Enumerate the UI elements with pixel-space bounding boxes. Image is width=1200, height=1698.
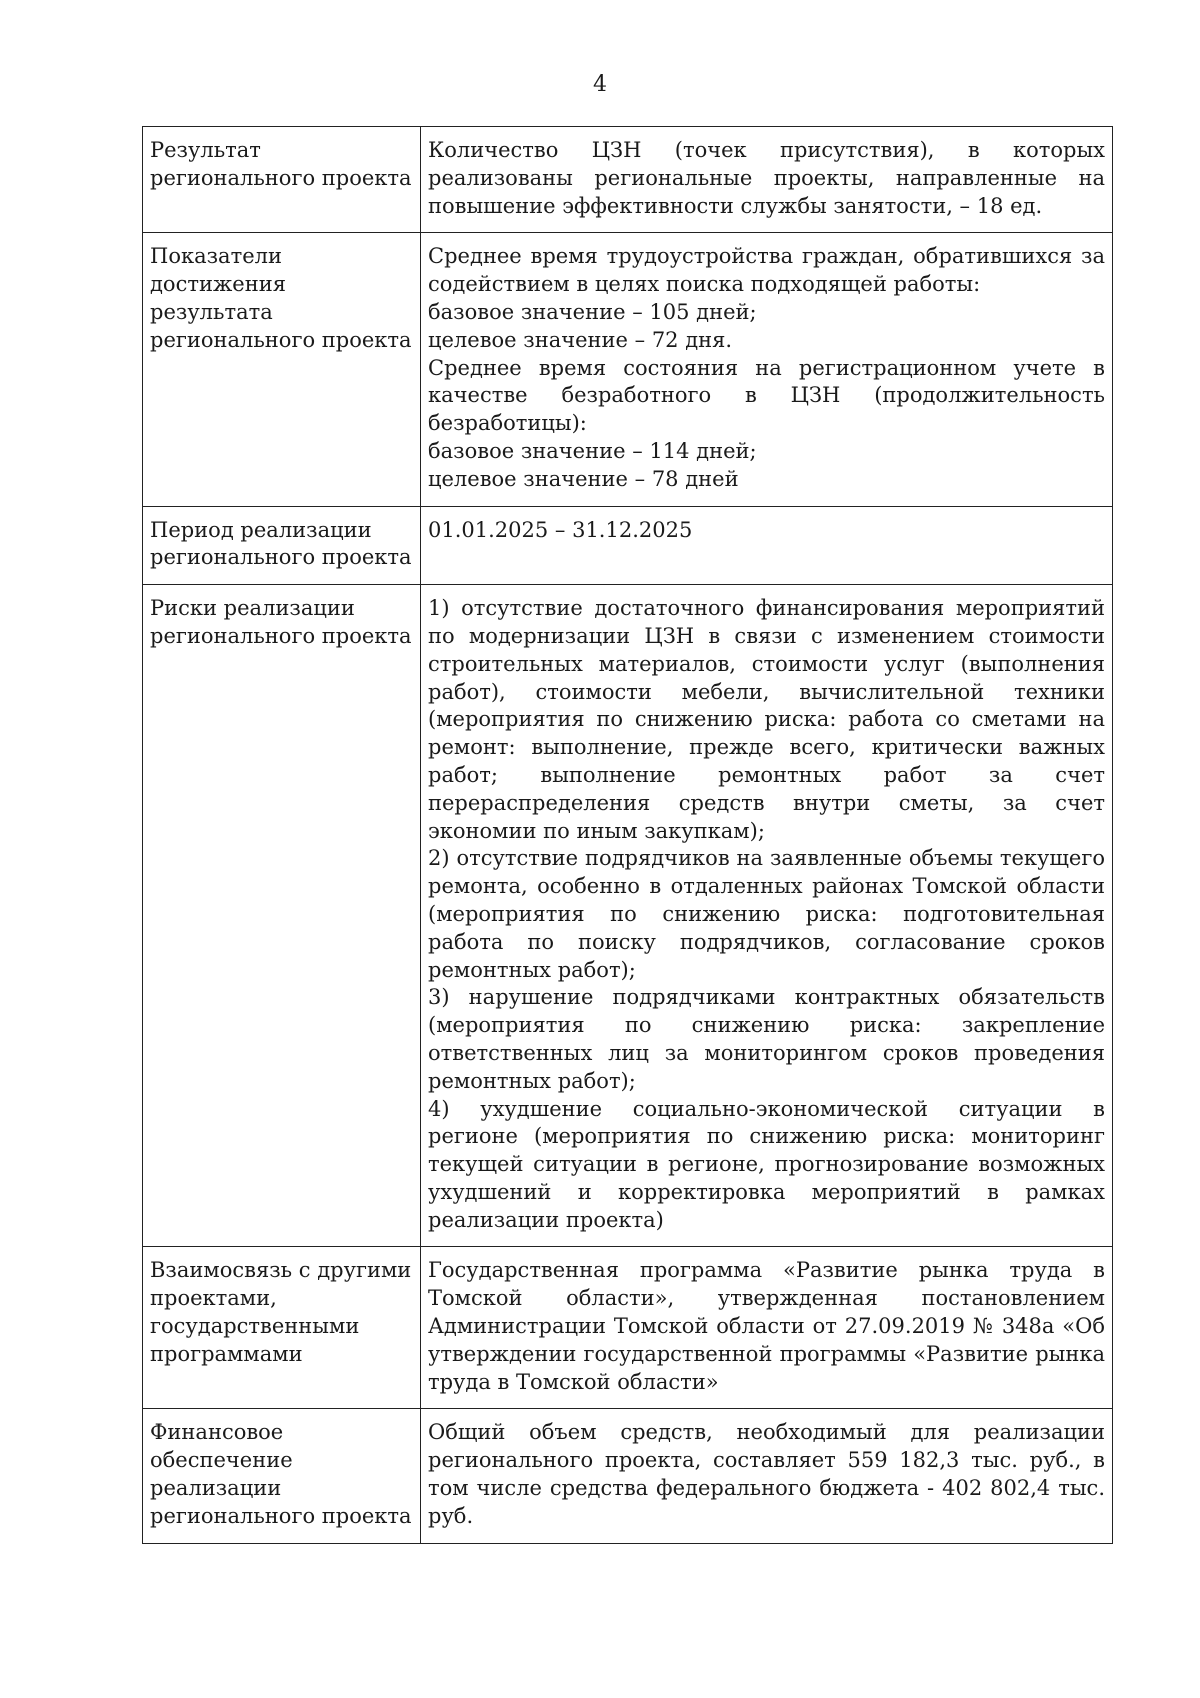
row-label: Финансовое обеспечение реализации регионального проекта <box>143 1409 421 1543</box>
row-label: Период реализации регионального проекта <box>143 506 421 585</box>
content-line: 2) отсутствие подрядчиков на заявленные объемы текущего ремонта, особенно в отдаленных районах Томской области (мероприятия по снижению риска: подготовительная работа по поиску подрядчиков, согласование сроков ремонтных работ); <box>428 846 1105 982</box>
row-label: Показатели достижения результата регионального проекта <box>143 233 421 506</box>
row-label: Взаимосвязь с другими проектами, государственными программами <box>143 1247 421 1409</box>
content-line: целевое значение – 72 дня. <box>428 327 733 352</box>
content-line: Государственная программа «Развитие рынка труда в Томской области», утвержденная постановлением Администрации Томской области от 27.09.2019 № 348а «Об утверждении государственной программы «Развитие рынка труда в Томской области» <box>428 1258 1105 1394</box>
content-line: 1) отсутствие достаточного финансирования мероприятий по модернизации ЦЗН в связи с изменением стоимости строительных материалов, стоимости услуг (выполнения работ), стоимости мебели, вычислительной техники (мероприятия по снижению риска: работа со сметами на ремонт: выполнение, прежде всего, критически важных работ; выполнение ремонтных работ за счет перераспределения средств внутри сметы, за счет экономии по иным закупкам); <box>428 596 1105 843</box>
content-line: целевое значение – 78 дней <box>428 466 739 491</box>
content-line: 01.01.2025 – 31.12.2025 <box>428 517 693 542</box>
row-content <box>421 585 1113 1247</box>
row-content <box>421 233 1113 506</box>
project-passport-table <box>142 126 1113 1544</box>
content-line: Среднее время трудоустройства граждан, обратившихся за содействием в целях поиска подходящей работы: <box>428 244 1105 297</box>
row-label: Результат регионального проекта <box>143 127 421 233</box>
content-line: 3) нарушение подрядчиками контрактных обязательств (мероприятия по снижению риска: закрепление ответственных лиц за мониторингом сроков проведения ремонтных работ); <box>428 985 1105 1093</box>
row-content <box>421 1409 1113 1543</box>
table-row-indicators <box>143 233 1113 506</box>
table-row-risks <box>143 585 1113 1247</box>
content-line: Общий объем средств, необходимый для реализации регионального проекта, составляет 559 182,3 тыс. руб., в том числе средства федерального бюджета - 402 802,4 тыс. руб. <box>428 1420 1105 1528</box>
content-line: 4) ухудшение социально-экономической ситуации в регионе (мероприятия по снижению риска: мониторинг текущей ситуации в регионе, прогнозирование возможных ухудшений и корректировка мероприятий в рамках реализации проекта) <box>428 1096 1105 1232</box>
row-label: Риски реализации регионального проекта <box>143 585 421 1247</box>
table-row-relations <box>143 1247 1113 1409</box>
content-line: базовое значение – 105 дней; <box>428 299 757 324</box>
row-content <box>421 1247 1113 1409</box>
content-line: Среднее время состояния на регистрационном учете в качестве безработного в ЦЗН (продолжительность безработицы): <box>428 355 1105 436</box>
content-line: базовое значение – 114 дней; <box>428 438 757 463</box>
table-row-financing <box>143 1409 1113 1543</box>
row-content <box>421 127 1113 233</box>
page-number: 4 <box>593 72 607 97</box>
content-line: Количество ЦЗН (точек присутствия), в которых реализованы региональные проекты, направленные на повышение эффективности службы занятости, – 18 ед. <box>428 138 1105 218</box>
table-row-period <box>143 506 1113 585</box>
row-content <box>421 506 1113 585</box>
table-row-result <box>143 127 1113 233</box>
